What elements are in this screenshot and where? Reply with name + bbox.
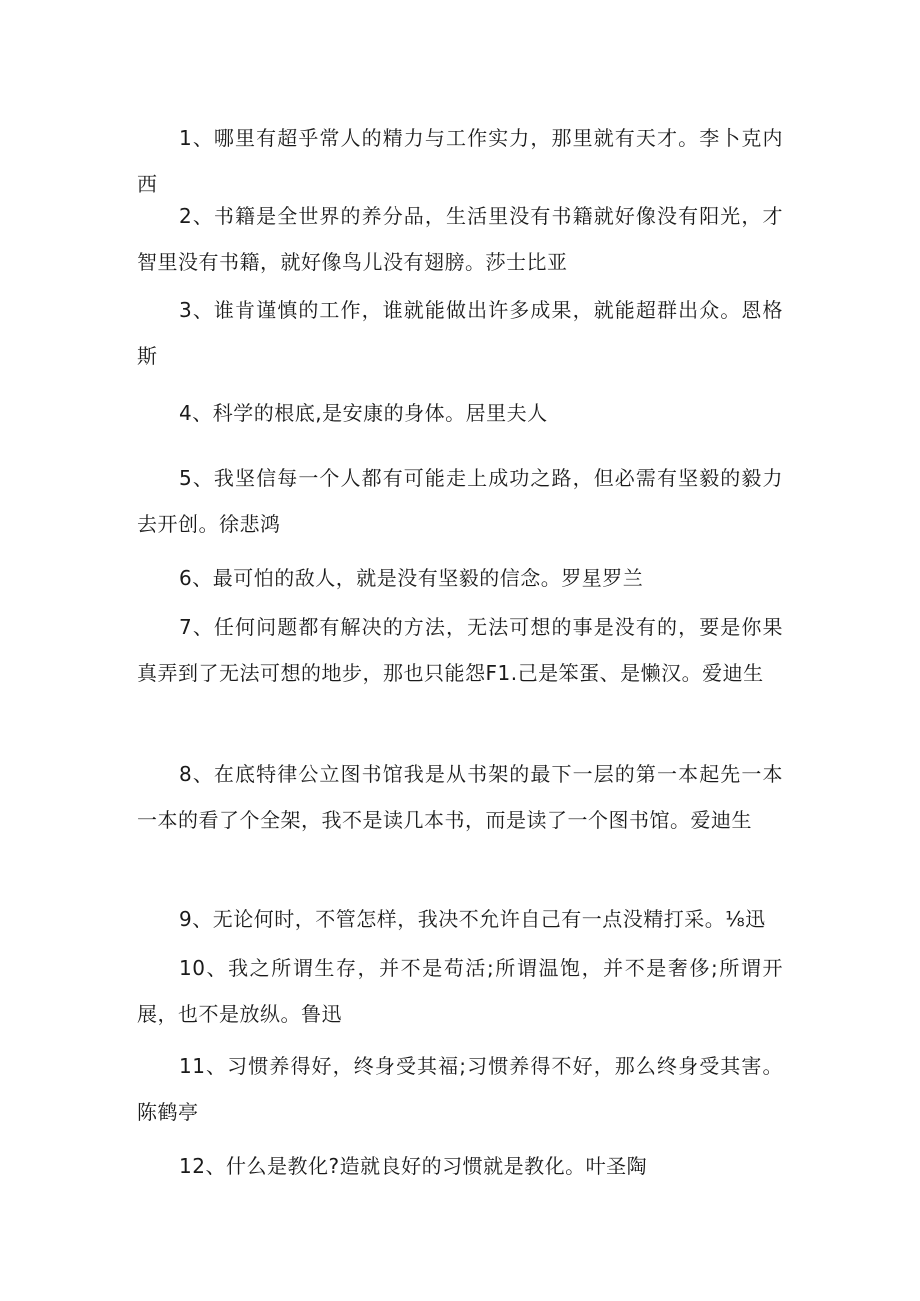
quote-item-8: 8、在底特律公立图书馆我是从书架的最下一层的第一本起先一本一本的看了个全架，我不是读几本书，而是读了一个图书馆。爱迪生: [137, 762, 783, 832]
quote-item-1: 1、哪里有超乎常人的精力与工作实力，那里就有天才。李卜克内西: [137, 126, 783, 196]
quote-item-11: 11、习惯养得好，终身受其福;习惯养得不好，那么终身受其害。陈鹤亭: [137, 1054, 783, 1124]
quote-item-6: 6、最可怕的敌人，就是没有坚毅的信念。罗星罗兰: [179, 566, 644, 590]
quote-item-2: 2、书籍是全世界的养分品，生活里没有书籍就好像没有阳光，才智里没有书籍，就好像鸟儿没有翅膀。莎士比亚: [137, 204, 783, 274]
quote-item-5: 5、我坚信每一个人都有可能走上成功之路，但必需有坚毅的毅力去开创。徐悲鸿: [137, 466, 783, 536]
quote-item-4: 4、科学的根底,是安康的身体。居里夫人: [179, 401, 548, 425]
quote-item-12: 12、什么是教化?造就良好的习惯就是教化。叶圣陶: [179, 1154, 648, 1178]
quote-item-3: 3、谁肯谨慎的工作，谁就能做出许多成果，就能超群出众。恩格斯: [137, 298, 783, 368]
quote-item-10: 10、我之所谓生存，并不是苟活;所谓温饱，并不是奢侈;所谓开展，也不是放纵。鲁迅: [137, 956, 783, 1026]
quote-item-9: 9、无论何时，不管怎样，我决不允许自己有一点没精打采。⅛迅: [179, 907, 766, 931]
quote-item-7: 7、任何问题都有解决的方法，无法可想的事是没有的，要是你果真弄到了无法可想的地步，那也只能怨F1.己是笨蛋、是懒汉。爱迪生: [137, 615, 783, 685]
